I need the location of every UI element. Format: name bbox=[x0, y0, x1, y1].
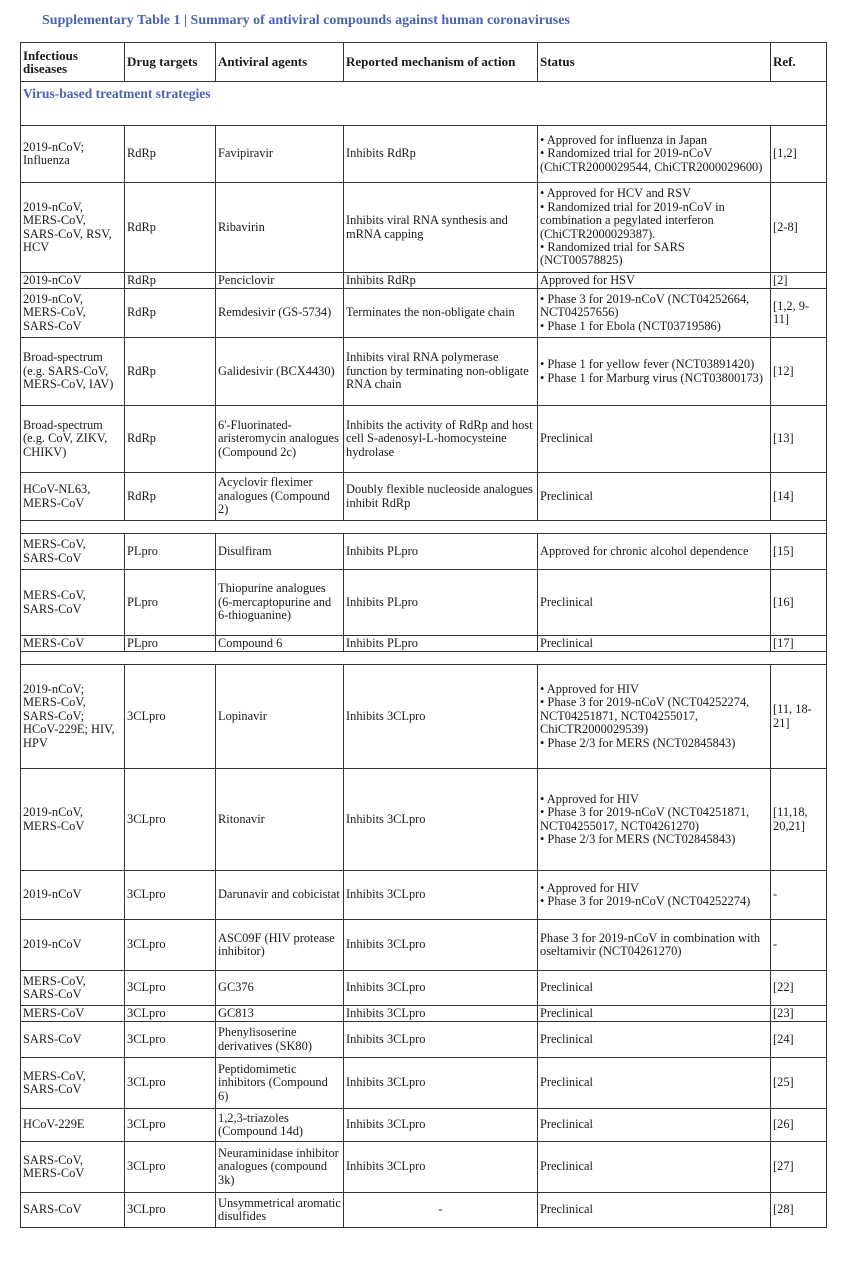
cell-mechanism: Inhibits 3CLpro bbox=[344, 971, 538, 1006]
cell-antiviral-agent: Acyclovir fleximer analogues (Compound 2) bbox=[216, 473, 344, 521]
cell-status bbox=[538, 1058, 771, 1109]
cell-mechanism: Inhibits RdRp bbox=[344, 273, 538, 289]
cell-ref: [11, 18-21] bbox=[771, 665, 827, 769]
cell-status bbox=[538, 570, 771, 636]
cell-drug-target: 3CLpro bbox=[125, 1193, 216, 1228]
cell-drug-target: RdRp bbox=[125, 126, 216, 183]
cell-infectious-disease: Broad-spectrum (e.g. CoV, ZIKV, CHIKV) bbox=[21, 406, 125, 473]
status-line: • Approved for HIV bbox=[540, 681, 639, 696]
cell-status bbox=[538, 636, 771, 652]
cell-mechanism: Inhibits 3CLpro bbox=[344, 871, 538, 920]
cell-mechanism: Inhibits 3CLpro bbox=[344, 1022, 538, 1058]
cell-drug-target: 3CLpro bbox=[125, 871, 216, 920]
cell-infectious-disease: 2019-nCoV bbox=[21, 273, 125, 289]
cell-status bbox=[538, 126, 771, 183]
status-line: • Approved for HCV and RSV bbox=[540, 186, 692, 201]
cell-antiviral-agent: Lopinavir bbox=[216, 665, 344, 769]
status-line: • Phase 1 for Marburg virus (NCT03800173) bbox=[540, 370, 763, 385]
cell-antiviral-agent: Ribavirin bbox=[216, 183, 344, 273]
status-line: • Phase 3 for 2019-nCoV (NCT04251871, NCT04255017, NCT04261270) bbox=[540, 805, 750, 833]
table-row bbox=[21, 871, 827, 920]
section-row bbox=[21, 82, 827, 126]
cell-mechanism: Inhibits PLpro bbox=[344, 636, 538, 652]
table-row bbox=[21, 769, 827, 871]
status-line: Preclinical bbox=[540, 980, 593, 995]
cell-ref: [28] bbox=[771, 1193, 827, 1228]
cell-ref: [22] bbox=[771, 971, 827, 1006]
cell-infectious-disease: MERS-CoV bbox=[21, 636, 125, 652]
cell-mechanism: Doubly flexible nucleoside analogues inhibit RdRp bbox=[344, 473, 538, 521]
cell-drug-target: RdRp bbox=[125, 289, 216, 338]
cell-mechanism: Inhibits 3CLpro bbox=[344, 1109, 538, 1142]
cell-mechanism: Inhibits RdRp bbox=[344, 126, 538, 183]
header-antiviral-agents: Antiviral agents bbox=[216, 43, 344, 82]
cell-infectious-disease: Broad-spectrum (e.g. SARS-CoV, MERS-CoV, IAV) bbox=[21, 338, 125, 406]
table-row bbox=[21, 534, 827, 570]
group-spacer bbox=[21, 652, 827, 665]
cell-antiviral-agent: Remdesivir (GS-5734) bbox=[216, 289, 344, 338]
cell-drug-target: PLpro bbox=[125, 570, 216, 636]
status-line: Preclinical bbox=[540, 1159, 593, 1174]
cell-antiviral-agent: Phenylisoserine derivatives (SK80) bbox=[216, 1022, 344, 1058]
cell-mechanism: Inhibits PLpro bbox=[344, 570, 538, 636]
cell-ref: [1,2, 9-11] bbox=[771, 289, 827, 338]
table-row bbox=[21, 406, 827, 473]
status-line: Preclinical bbox=[540, 635, 593, 650]
status-line: Preclinical bbox=[540, 1075, 593, 1090]
group-spacer-row bbox=[21, 521, 827, 534]
header-mechanism: Reported mechanism of action bbox=[344, 43, 538, 82]
cell-drug-target: RdRp bbox=[125, 338, 216, 406]
cell-drug-target: PLpro bbox=[125, 636, 216, 652]
cell-ref: [24] bbox=[771, 1022, 827, 1058]
cell-ref: [23] bbox=[771, 1006, 827, 1022]
cell-drug-target: 3CLpro bbox=[125, 1058, 216, 1109]
cell-status bbox=[538, 289, 771, 338]
cell-status bbox=[538, 1193, 771, 1228]
status-line: Preclinical bbox=[540, 1031, 593, 1046]
status-line: • Phase 1 for yellow fever (NCT03891420) bbox=[540, 357, 755, 372]
table-caption: Supplementary Table 1 | Summary of antiviral compounds against human coronaviruses bbox=[42, 13, 570, 28]
status-line: • Approved for HIV bbox=[540, 880, 639, 895]
cell-status bbox=[538, 971, 771, 1006]
cell-antiviral-agent: Disulfiram bbox=[216, 534, 344, 570]
cell-status bbox=[538, 473, 771, 521]
cell-infectious-disease: MERS-CoV, SARS-CoV bbox=[21, 1058, 125, 1109]
cell-ref: - bbox=[771, 920, 827, 971]
cell-status bbox=[538, 534, 771, 570]
cell-infectious-disease: 2019-nCoV bbox=[21, 871, 125, 920]
status-line: Preclinical bbox=[540, 431, 593, 446]
cell-status bbox=[538, 273, 771, 289]
cell-drug-target: 3CLpro bbox=[125, 1022, 216, 1058]
table-row bbox=[21, 1006, 827, 1022]
cell-infectious-disease: SARS-CoV bbox=[21, 1193, 125, 1228]
status-line: Preclinical bbox=[540, 1202, 593, 1217]
cell-infectious-disease: 2019-nCoV, MERS-CoV bbox=[21, 769, 125, 871]
cell-ref: [16] bbox=[771, 570, 827, 636]
cell-ref: [15] bbox=[771, 534, 827, 570]
cell-antiviral-agent: Neuraminidase inhibitor analogues (compound 3k) bbox=[216, 1142, 344, 1193]
status-line: • Approved for influenza in Japan bbox=[540, 132, 708, 147]
cell-infectious-disease: MERS-CoV, SARS-CoV bbox=[21, 534, 125, 570]
cell-ref: [2] bbox=[771, 273, 827, 289]
header-drug-targets: Drug targets bbox=[125, 43, 216, 82]
table-row bbox=[21, 126, 827, 183]
cell-mechanism: Inhibits 3CLpro bbox=[344, 920, 538, 971]
cell-infectious-disease: 2019-nCoV; Influenza bbox=[21, 126, 125, 183]
table-row bbox=[21, 1109, 827, 1142]
status-line: Phase 3 for 2019-nCoV in combination with oseltamivir (NCT04261270) bbox=[540, 930, 761, 958]
cell-infectious-disease: HCoV-229E bbox=[21, 1109, 125, 1142]
cell-status bbox=[538, 1142, 771, 1193]
antiviral-table bbox=[20, 42, 827, 1228]
table-row bbox=[21, 338, 827, 406]
status-line: Preclinical bbox=[540, 1005, 593, 1020]
table-row bbox=[21, 289, 827, 338]
cell-antiviral-agent: Compound 6 bbox=[216, 636, 344, 652]
cell-drug-target: 3CLpro bbox=[125, 1109, 216, 1142]
cell-mechanism: Inhibits viral RNA synthesis and mRNA capping bbox=[344, 183, 538, 273]
status-line: • Approved for HIV bbox=[540, 791, 639, 806]
cell-antiviral-agent: GC376 bbox=[216, 971, 344, 1006]
cell-antiviral-agent: ASC09F (HIV protease inhibitor) bbox=[216, 920, 344, 971]
cell-status bbox=[538, 338, 771, 406]
cell-ref: [25] bbox=[771, 1058, 827, 1109]
cell-infectious-disease: HCoV-NL63, MERS-CoV bbox=[21, 473, 125, 521]
cell-mechanism: Inhibits PLpro bbox=[344, 534, 538, 570]
cell-status bbox=[538, 183, 771, 273]
header-ref: Ref. bbox=[771, 43, 827, 82]
cell-infectious-disease: MERS-CoV bbox=[21, 1006, 125, 1022]
cell-status bbox=[538, 1006, 771, 1022]
table-row bbox=[21, 920, 827, 971]
status-line: • Phase 1 for Ebola (NCT03719586) bbox=[540, 318, 721, 333]
table-row bbox=[21, 273, 827, 289]
cell-antiviral-agent: 6'-Fluorinated-aristeromycin analogues (Compound 2c) bbox=[216, 406, 344, 473]
status-line: • Randomized trial for 2019-nCoV in combination a pegylated interferon (ChiCTR2000029387). bbox=[540, 199, 725, 241]
status-line: Preclinical bbox=[540, 1117, 593, 1132]
cell-drug-target: PLpro bbox=[125, 534, 216, 570]
status-line: • Phase 3 for 2019-nCoV (NCT04252664, NCT04257656) bbox=[540, 291, 750, 320]
cell-ref: [14] bbox=[771, 473, 827, 521]
cell-drug-target: 3CLpro bbox=[125, 971, 216, 1006]
cell-drug-target: RdRp bbox=[125, 406, 216, 473]
cell-antiviral-agent: Favipiravir bbox=[216, 126, 344, 183]
cell-status bbox=[538, 406, 771, 473]
status-line: Approved for chronic alcohol dependence bbox=[540, 543, 749, 558]
cell-antiviral-agent: Peptidomimetic inhibitors (Compound 6) bbox=[216, 1058, 344, 1109]
cell-ref: [12] bbox=[771, 338, 827, 406]
cell-ref: [26] bbox=[771, 1109, 827, 1142]
status-line: • Phase 3 for 2019-nCoV (NCT04252274) bbox=[540, 894, 751, 908]
cell-drug-target: RdRp bbox=[125, 183, 216, 273]
status-line: • Phase 3 for 2019-nCoV (NCT04252274, NCT04251871, NCT04255017, ChiCTR2000029539) bbox=[540, 695, 750, 737]
cell-status bbox=[538, 665, 771, 769]
cell-mechanism: Inhibits viral RNA polymerase function by terminating non-obligate RNA chain bbox=[344, 338, 538, 406]
cell-drug-target: RdRp bbox=[125, 473, 216, 521]
status-line: Approved for HSV bbox=[540, 272, 635, 287]
cell-status bbox=[538, 871, 771, 920]
cell-mechanism: Inhibits 3CLpro bbox=[344, 1006, 538, 1022]
cell-ref: - bbox=[771, 871, 827, 920]
status-line: • Randomized trial for SARS (NCT00578825) bbox=[540, 239, 685, 268]
cell-infectious-disease: SARS-CoV, MERS-CoV bbox=[21, 1142, 125, 1193]
table-row bbox=[21, 1193, 827, 1228]
cell-mechanism: Inhibits the activity of RdRp and host cell S-adenosyl-L-homocysteine hydrolase bbox=[344, 406, 538, 473]
cell-antiviral-agent: 1,2,3-triazoles (Compound 14d) bbox=[216, 1109, 344, 1142]
cell-status bbox=[538, 1109, 771, 1142]
group-spacer bbox=[21, 521, 827, 534]
header-infectious-diseases: Infectious diseases bbox=[21, 43, 125, 82]
cell-infectious-disease: 2019-nCoV, MERS-CoV, SARS-CoV, RSV, HCV bbox=[21, 183, 125, 273]
header-status: Status bbox=[538, 43, 771, 82]
table-row bbox=[21, 570, 827, 636]
cell-antiviral-agent: Ritonavir bbox=[216, 769, 344, 871]
header-row bbox=[21, 43, 827, 82]
table-row bbox=[21, 665, 827, 769]
cell-ref: [2-8] bbox=[771, 183, 827, 273]
cell-mechanism: Inhibits 3CLpro bbox=[344, 1058, 538, 1109]
cell-antiviral-agent: GC813 bbox=[216, 1006, 344, 1022]
table-row bbox=[21, 971, 827, 1006]
cell-drug-target: 3CLpro bbox=[125, 1142, 216, 1193]
cell-ref: [13] bbox=[771, 406, 827, 473]
cell-drug-target: 3CLpro bbox=[125, 769, 216, 871]
status-line: • Phase 2/3 for MERS (NCT02845843) bbox=[540, 735, 736, 750]
table-row bbox=[21, 1022, 827, 1058]
cell-antiviral-agent: Penciclovir bbox=[216, 273, 344, 289]
status-line: Preclinical bbox=[540, 488, 593, 503]
cell-mechanism: Inhibits 3CLpro bbox=[344, 665, 538, 769]
table-row bbox=[21, 636, 827, 652]
cell-drug-target: 3CLpro bbox=[125, 1006, 216, 1022]
cell-infectious-disease: 2019-nCoV; MERS-CoV, SARS-CoV; HCoV-229E; HIV, HPV bbox=[21, 665, 125, 769]
cell-ref: [11,18, 20,21] bbox=[771, 769, 827, 871]
cell-mechanism: Terminates the non-obligate chain bbox=[344, 289, 538, 338]
cell-infectious-disease: MERS-CoV, SARS-CoV bbox=[21, 971, 125, 1006]
table-row bbox=[21, 183, 827, 273]
status-line: • Phase 2/3 for MERS (NCT02845843) bbox=[540, 831, 736, 846]
table-row bbox=[21, 473, 827, 521]
cell-infectious-disease: SARS-CoV bbox=[21, 1022, 125, 1058]
cell-antiviral-agent: Galidesivir (BCX4430) bbox=[216, 338, 344, 406]
cell-status bbox=[538, 769, 771, 871]
cell-drug-target: 3CLpro bbox=[125, 665, 216, 769]
cell-antiviral-agent: Darunavir and cobicistat bbox=[216, 871, 344, 920]
cell-drug-target: 3CLpro bbox=[125, 920, 216, 971]
cell-mechanism: Inhibits 3CLpro bbox=[344, 1142, 538, 1193]
cell-antiviral-agent: Thiopurine analogues (6-mercaptopurine and 6-thioguanine) bbox=[216, 570, 344, 636]
cell-infectious-disease: MERS-CoV, SARS-CoV bbox=[21, 570, 125, 636]
status-line: Preclinical bbox=[540, 594, 593, 609]
cell-ref: [1,2] bbox=[771, 126, 827, 183]
cell-ref: [17] bbox=[771, 636, 827, 652]
cell-mechanism: - bbox=[344, 1193, 538, 1228]
cell-drug-target: RdRp bbox=[125, 273, 216, 289]
cell-mechanism: Inhibits 3CLpro bbox=[344, 769, 538, 871]
table-row bbox=[21, 1058, 827, 1109]
status-line: • Randomized trial for 2019-nCoV (ChiCTR2000029544, ChiCTR2000029600) bbox=[540, 146, 763, 174]
cell-status bbox=[538, 920, 771, 971]
group-spacer-row bbox=[21, 652, 827, 665]
cell-infectious-disease: 2019-nCoV, MERS-CoV, SARS-CoV bbox=[21, 289, 125, 338]
cell-ref: [27] bbox=[771, 1142, 827, 1193]
cell-infectious-disease: 2019-nCoV bbox=[21, 920, 125, 971]
cell-antiviral-agent: Unsymmetrical aromatic disulfides bbox=[216, 1193, 344, 1228]
cell-status bbox=[538, 1022, 771, 1058]
table-row bbox=[21, 1142, 827, 1193]
section-title: Virus-based treatment strategies bbox=[21, 82, 827, 126]
